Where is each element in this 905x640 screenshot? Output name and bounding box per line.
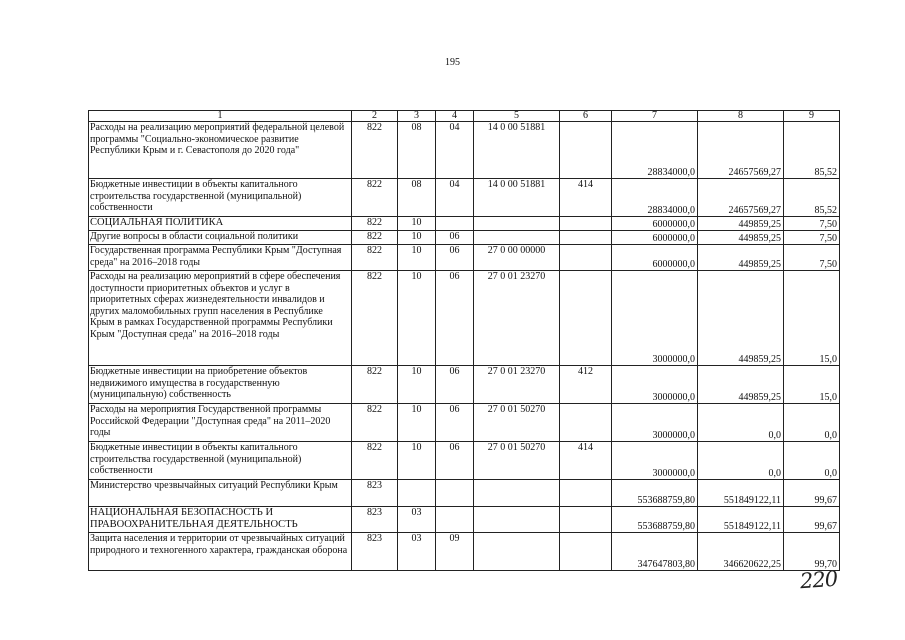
cell-percent: 99,67: [784, 480, 840, 507]
cell-target-article: [474, 480, 560, 507]
budget-table: [88, 110, 840, 571]
row-name: Расходы на реализацию мероприятий в сфере обеспечения доступности приоритетных объектов и услуг в приоритетных сферах жизнедеятельности инвалидов и других маломобильных групп населения в Республике Крым в рамках Государственной программы Республики Крым "Доступная среда" на 2016–2018 годы: [89, 271, 352, 366]
row-name: Защита населения и территории от чрезвычайных ситуаций природного и техногенного характера, гражданская оборона: [89, 533, 352, 571]
cell-percent: 85,52: [784, 179, 840, 217]
table-row: [89, 122, 840, 179]
cell-section: 10: [398, 366, 436, 404]
cell-plan: 347647803,80: [612, 533, 698, 571]
cell-expense-type: [560, 231, 612, 245]
cell-target-article: [474, 507, 560, 533]
row-name: Бюджетные инвестиции в объекты капитального строительства государственной (муниципальной) собственности: [89, 179, 352, 217]
row-name: Бюджетные инвестиции на приобретение объектов недвижимого имущества в государственную (муниципальную) собственность: [89, 366, 352, 404]
cell-actual: 551849122,11: [698, 480, 784, 507]
col-header-5: 5: [474, 111, 560, 122]
cell-section: [398, 480, 436, 507]
table-row: [89, 442, 840, 480]
cell-subsection: [436, 480, 474, 507]
row-name: Другие вопросы в области социальной политики: [89, 231, 352, 245]
cell-subsection: [436, 217, 474, 231]
cell-subsection: 06: [436, 442, 474, 480]
cell-expense-type: [560, 404, 612, 442]
cell-ministry: 822: [352, 122, 398, 179]
cell-expense-type: [560, 480, 612, 507]
cell-section: 10: [398, 442, 436, 480]
cell-ministry: 822: [352, 179, 398, 217]
cell-percent: 0,0: [784, 442, 840, 480]
cell-actual: 449859,25: [698, 217, 784, 231]
cell-target-article: [474, 231, 560, 245]
table-row: [89, 533, 840, 571]
table-row: [89, 179, 840, 217]
col-header-7: 7: [612, 111, 698, 122]
cell-percent: 7,50: [784, 217, 840, 231]
cell-actual: 0,0: [698, 442, 784, 480]
cell-expense-type: 412: [560, 366, 612, 404]
cell-target-article: [474, 533, 560, 571]
cell-expense-type: [560, 271, 612, 366]
table-row: [89, 231, 840, 245]
cell-section: 03: [398, 533, 436, 571]
cell-actual: 24657569,27: [698, 179, 784, 217]
cell-expense-type: [560, 217, 612, 231]
cell-section: 10: [398, 231, 436, 245]
cell-actual: 0,0: [698, 404, 784, 442]
cell-percent: 99,70: [784, 533, 840, 571]
row-name: Расходы на реализацию мероприятий федеральной целевой программы "Социально-экономическое развитие Республики Крым и г. Севастополя до 2020 года": [89, 122, 352, 179]
row-name: Расходы на мероприятия Государственной программы Российской Федерации "Доступная среда" на 2011–2020 годы: [89, 404, 352, 442]
col-header-1: 1: [89, 111, 352, 122]
cell-section: 08: [398, 122, 436, 179]
col-header-9: 9: [784, 111, 840, 122]
cell-section: 10: [398, 404, 436, 442]
cell-plan: 3000000,0: [612, 271, 698, 366]
col-header-3: 3: [398, 111, 436, 122]
cell-plan: 3000000,0: [612, 366, 698, 404]
cell-expense-type: [560, 533, 612, 571]
cell-ministry: 822: [352, 442, 398, 480]
cell-expense-type: [560, 245, 612, 271]
cell-plan: 6000000,0: [612, 217, 698, 231]
cell-ministry: 822: [352, 404, 398, 442]
cell-percent: 15,0: [784, 366, 840, 404]
row-name: Государственная программа Республики Крым "Доступная среда" на 2016–2018 годы: [89, 245, 352, 271]
cell-percent: 99,67: [784, 507, 840, 533]
cell-section: 03: [398, 507, 436, 533]
table-row: [89, 271, 840, 366]
cell-target-article: [474, 217, 560, 231]
cell-percent: 0,0: [784, 404, 840, 442]
cell-section: 08: [398, 179, 436, 217]
col-header-6: 6: [560, 111, 612, 122]
cell-plan: 6000000,0: [612, 231, 698, 245]
cell-target-article: 27 0 01 50270: [474, 404, 560, 442]
cell-subsection: 06: [436, 366, 474, 404]
cell-expense-type: 414: [560, 442, 612, 480]
cell-actual: 449859,25: [698, 271, 784, 366]
cell-plan: 28834000,0: [612, 122, 698, 179]
cell-ministry: 822: [352, 245, 398, 271]
cell-ministry: 823: [352, 533, 398, 571]
cell-target-article: 14 0 00 51881: [474, 122, 560, 179]
cell-target-article: 27 0 01 23270: [474, 366, 560, 404]
table-row: [89, 217, 840, 231]
cell-plan: 553688759,80: [612, 507, 698, 533]
row-name: Министерство чрезвычайных ситуаций Республики Крым: [89, 480, 352, 507]
cell-subsection: 06: [436, 271, 474, 366]
cell-subsection: 09: [436, 533, 474, 571]
cell-actual: 449859,25: [698, 245, 784, 271]
handwritten-page-number: 220: [799, 566, 838, 594]
cell-target-article: 14 0 00 51881: [474, 179, 560, 217]
cell-subsection: 06: [436, 231, 474, 245]
cell-subsection: 06: [436, 404, 474, 442]
row-name: СОЦИАЛЬНАЯ ПОЛИТИКА: [89, 217, 352, 231]
cell-plan: 6000000,0: [612, 245, 698, 271]
cell-percent: 7,50: [784, 245, 840, 271]
row-name: НАЦИОНАЛЬНАЯ БЕЗОПАСНОСТЬ И ПРАВООХРАНИТЕЛЬНАЯ ДЕЯТЕЛЬНОСТЬ: [89, 507, 352, 533]
cell-actual: 24657569,27: [698, 122, 784, 179]
cell-target-article: 27 0 01 23270: [474, 271, 560, 366]
cell-actual: 449859,25: [698, 366, 784, 404]
cell-percent: 15,0: [784, 271, 840, 366]
col-header-2: 2: [352, 111, 398, 122]
cell-plan: 3000000,0: [612, 404, 698, 442]
table-row: [89, 245, 840, 271]
table-header-row: [89, 111, 840, 122]
cell-plan: 553688759,80: [612, 480, 698, 507]
table-row: [89, 404, 840, 442]
col-header-8: 8: [698, 111, 784, 122]
cell-percent: 85,52: [784, 122, 840, 179]
cell-plan: 28834000,0: [612, 179, 698, 217]
cell-ministry: 823: [352, 507, 398, 533]
cell-percent: 7,50: [784, 231, 840, 245]
cell-ministry: 822: [352, 271, 398, 366]
cell-expense-type: [560, 507, 612, 533]
cell-plan: 3000000,0: [612, 442, 698, 480]
cell-subsection: 04: [436, 122, 474, 179]
cell-actual: 449859,25: [698, 231, 784, 245]
cell-subsection: 06: [436, 245, 474, 271]
page-number: 195: [445, 57, 460, 68]
cell-subsection: [436, 507, 474, 533]
cell-expense-type: [560, 122, 612, 179]
cell-target-article: 27 0 01 50270: [474, 442, 560, 480]
table-row: [89, 480, 840, 507]
cell-ministry: 823: [352, 480, 398, 507]
cell-expense-type: 414: [560, 179, 612, 217]
cell-subsection: 04: [436, 179, 474, 217]
cell-ministry: 822: [352, 231, 398, 245]
cell-actual: 551849122,11: [698, 507, 784, 533]
col-header-4: 4: [436, 111, 474, 122]
cell-ministry: 822: [352, 217, 398, 231]
cell-actual: 346620622,25: [698, 533, 784, 571]
row-name: Бюджетные инвестиции в объекты капитального строительства государственной (муниципальной) собственности: [89, 442, 352, 480]
table-row: [89, 366, 840, 404]
cell-target-article: 27 0 00 00000: [474, 245, 560, 271]
cell-section: 10: [398, 245, 436, 271]
cell-section: 10: [398, 271, 436, 366]
cell-ministry: 822: [352, 366, 398, 404]
cell-section: 10: [398, 217, 436, 231]
table-row: [89, 507, 840, 533]
